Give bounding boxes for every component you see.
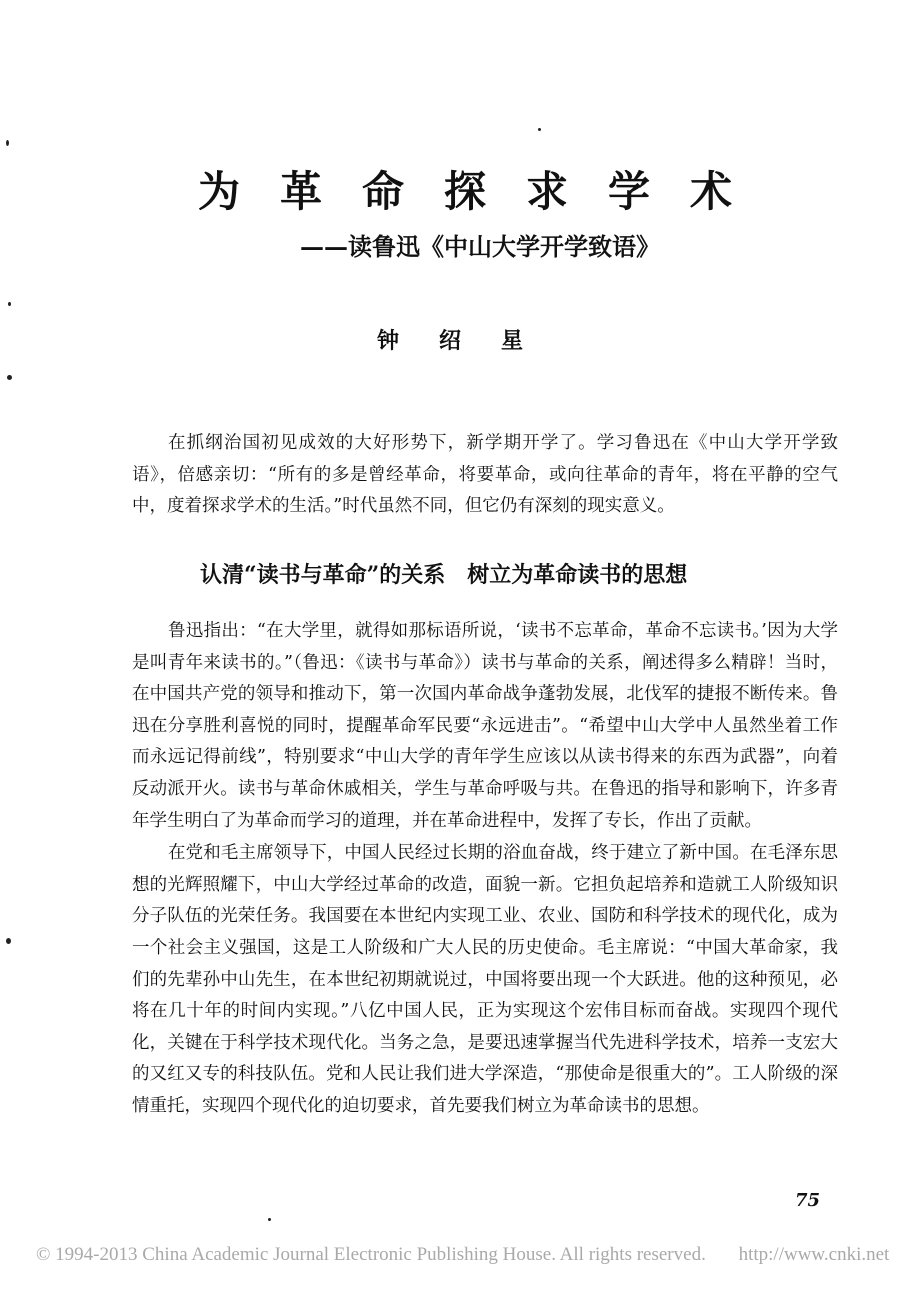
- section-heading: 认清“读书与革命”的关系 树立为革命读书的思想: [200, 562, 688, 588]
- copyright-text: © 1994-2013 China Academic Journal Electronic Publishing House. All rights reserved.: [36, 1244, 706, 1265]
- body-paragraph: 鲁迅指出：“在大学里，就得如那标语所说，‘读书不忘革命，革命不忘读书。’因为大学是叫青年来读书的。”（鲁迅：《读书与革命》）读书与革命的关系，阐述得多么精辟！当时，在中国共产党的领导和推动下，第一次国内革命战争蓬勃发展，北伐军的捷报不断传来。鲁迅在分享胜利喜悦的同时，提醒革命军民要“永远进击”。“希望中山大学中人虽然坐着工作而永远记得前线”，特别要求“中山大学的青年学生应该以从读书得来的东西为武器”，向着反动派开火。读书与革命休戚相关，学生与革命呼吸与共。在鲁迅的指导和影响下，许多青年学生明白了为革命而学习的道理，并在革命进程中，发挥了专长，作出了贡献。: [132, 621, 838, 831]
- body-paragraph: 在党和毛主席领导下，中国人民经过长期的浴血奋战，终于建立了新中国。在毛泽东思想的光辉照耀下，中山大学经过革命的改造，面貌一新。它担负起培养和造就工人阶级知识分子队伍的光荣任务。我国要在本世纪内实现工业、农业、国防和科学技术的现代化，成为一个社会主义强国，这是工人阶级和广大人民的历史使命。毛主席说：“中国大革命家，我们的先辈孙中山先生，在本世纪初期就说过，中国将要出现一个大跃进。他的这种预见，必将在几十年的时间内实现。”八亿中国人民，正为实现这个宏伟目标而奋战。实现四个现代化，关键在于科学技术现代化。当务之急，是要迅速掌握当代先进科学技术，培养一支宏大的又红又专的科技队伍。党和人民让我们进大学深造，“那使命是很重大的”。工人阶级的深情重托，实现四个现代化的迫切要求，首先要我们树立为革命读书的思想。: [132, 843, 838, 1116]
- scan-speck: [8, 302, 11, 306]
- scan-speck: [6, 140, 9, 146]
- section-body: [132, 616, 838, 1123]
- page-number: 75: [794, 1190, 820, 1211]
- scan-speck: [6, 938, 11, 944]
- author-name: 钟绍星: [376, 328, 563, 354]
- intro-paragraph: 在抓纲治国初见成效的大好形势下，新学期开学了。学习鲁迅在《中山大学开学致语》，倍感亲切：“所有的多是曾经革命，将要革命，或向往革命的青年，将在平静的空气中，度着探求学术的生活。”时代虽然不同，但它仍有深刻的现实意义。: [132, 433, 838, 517]
- article-title: 为革命探求学术: [197, 167, 772, 216]
- footer-url: http://www.cnki.net: [738, 1244, 890, 1265]
- scan-speck: [7, 375, 12, 380]
- intro-section: [132, 428, 838, 523]
- scan-speck: [538, 128, 541, 131]
- article-subtitle: ——读鲁迅《中山大学开学致语》: [300, 232, 660, 261]
- copyright-footer: [36, 1244, 889, 1266]
- scan-speck: [268, 1218, 271, 1221]
